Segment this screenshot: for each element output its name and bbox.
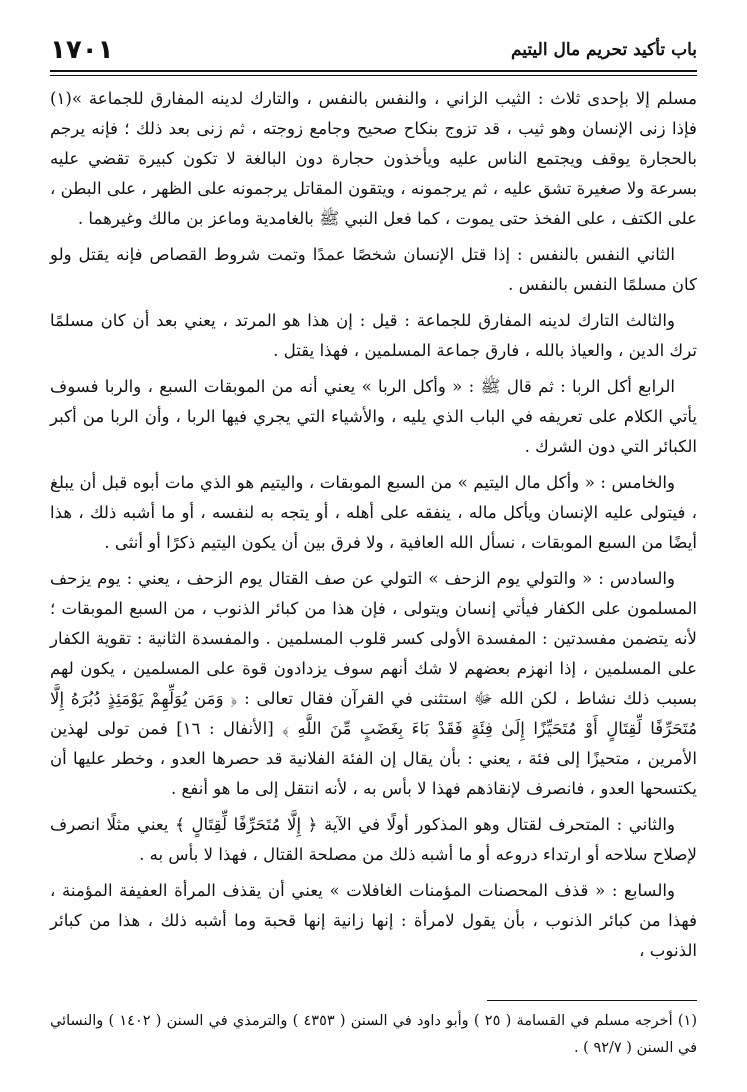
paragraph-6: والسادس : « والتولي يوم الزحف » التولي عن صف القتال يوم الزحف ، يعني : يوم يزحف المسلمون على الكفار فيأتي إنسان ويتولى ، فإن هذا من كبائر الذنوب ، من السبع الموبقات ؛ لأنه يتضمن مفسدتين : المفسدة الأولى كسر قلوب المسلمين . والمفسدة الثانية : تقوية الكفار على المسلمين ، إذا انهزم بعضهم لا شك أنهم سوف يزدادون قوة على المسلمين ، يكون لهم بسبب ذلك نشاط ، لكن الله ﷻ استثنى في القرآن فقال تعالى : ﴿ وَمَن يُوَلِّهِمْ يَوْمَئِذٍ دُبُرَهُ إِلَّا مُتَحَرِّفًا لِّقِتَالٍ أَوْ مُتَحَيِّزًا إِلَىٰ فِئَةٍ فَقَدْ بَاءَ بِغَضَبٍ مِّنَ اللَّهِ ﴾ [الأنفال : ١٦] فمن تولى لهذين الأمرين ، متحيزًا إلى فئة ، يعني : بأن يقال إن الفئة الفلانية قد حصرها العدو ، وخطر عليها أن يكتسحها العدو ، فانصرف لإنقاذهم فهذا لا بأس به ، لأنه انتقل إلى ما هو أنفع . xyxy=(50,569,697,798)
body-text xyxy=(50,84,697,966)
chapter-title: باب تأكيد تحريم مال اليتيم xyxy=(510,40,697,60)
paragraph-5: والخامس : « وأكل مال اليتيم » من السبع الموبقات ، واليتيم هو الذي مات أبوه قبل أن يبلغ ، فيتولى عليه الإنسان ويأكل ماله ، ينفقه على أهله ، أو يتجه به لنفسه ، أو ما أشبه ذلك ، هذا أيضًا من السبع الموبقات ، نسأل الله العافية ، ولا فرق بين أن يكون اليتيم ذكرًا أو أنثى . xyxy=(50,473,697,552)
paragraph-4: الرابع أكل الربا : ثم قال ﷺ : « وأكل الربا » يعني أنه من الموبقات السبع ، والربا فسوف يأتي الكلام على تعريفه في الباب الذي يليه ، والأشياء التي يجري فيها الربا ، وأن الربا من أكبر الكبائر التي دون الشرك . xyxy=(50,377,697,456)
paragraph-1: مسلم إلا بإحدى ثلاث : الثيب الزاني ، والنفس بالنفس ، والتارك لدينه المفارق للجماعة »(١) فإذا زنى الإنسان وهو ثيب ، قد تزوج بنكاح صحيح وجامع زوجته ، ثم زنى بعد ذلك ؛ فإنه يرجم بالحجارة يوقف ويجتمع الناس عليه ويأخذون حجارة دون البالغة لا تكون كبيرة تقضي عليه بسرعة ولا صغيرة تشق عليه ، ثم يرجمونه ، ويتقون المقاتل يرجمونه على الظهر ، على البطن ، على الكتف ، على الفخذ حتى يموت ، كما فعل النبي ﷺ بالغامدية وماعز بن مالك وغيرهما . xyxy=(50,89,697,228)
paragraph-8: والسابع : « قذف المحصنات المؤمنات الغافلات » يعني أن يقذف المرأة العفيفة المؤمنة ، فهذا من كبائر الذنوب ، بأن يقول لامرأة : إنها زانية إنها قحبة وما أشبه ذلك ، هذا من كبائر الذنوب ، xyxy=(50,881,697,960)
footnote-separator xyxy=(487,1000,697,1001)
page-number: ١٧٠١ xyxy=(50,35,114,65)
footnote: (١) أخرجه مسلم في القسامة ( ٢٥ ) وأبو داود في السنن ( ٤٣٥٣ ) والترمذي في السنن ( ١٤٠٢ ) والنسائي في السنن ( ٩٢/٧ ) . xyxy=(50,1013,697,1056)
paragraph-3: والثالث التارك لدينه المفارق للجماعة : قيل : إن هذا هو المرتد ، يعني بعد أن كان مسلمًا ترك الدين ، والعياذ بالله ، فارق جماعة المسلمين ، فهذا يقتل . xyxy=(50,311,697,360)
paragraph-7: والثاني : المتحرف لقتال وهو المذكور أولًا في الآية ﴿ إِلَّا مُتَحَرِّفًا لِّقِتَالٍ ﴾ يعني مثلًا انصرف لإصلاح سلاحه أو ارتداء دروعه أو ما أشبه ذلك من مصلحة القتال ، فهذا لا بأس به . xyxy=(50,815,697,864)
paragraph-2: الثاني النفس بالنفس : إذا قتل الإنسان شخصًا عمدًا وتمت شروط القصاص فإنه يقتل ولو كان مسلمًا النفس بالنفس . xyxy=(50,245,697,294)
page-header xyxy=(50,30,697,72)
header-rule xyxy=(50,75,697,76)
